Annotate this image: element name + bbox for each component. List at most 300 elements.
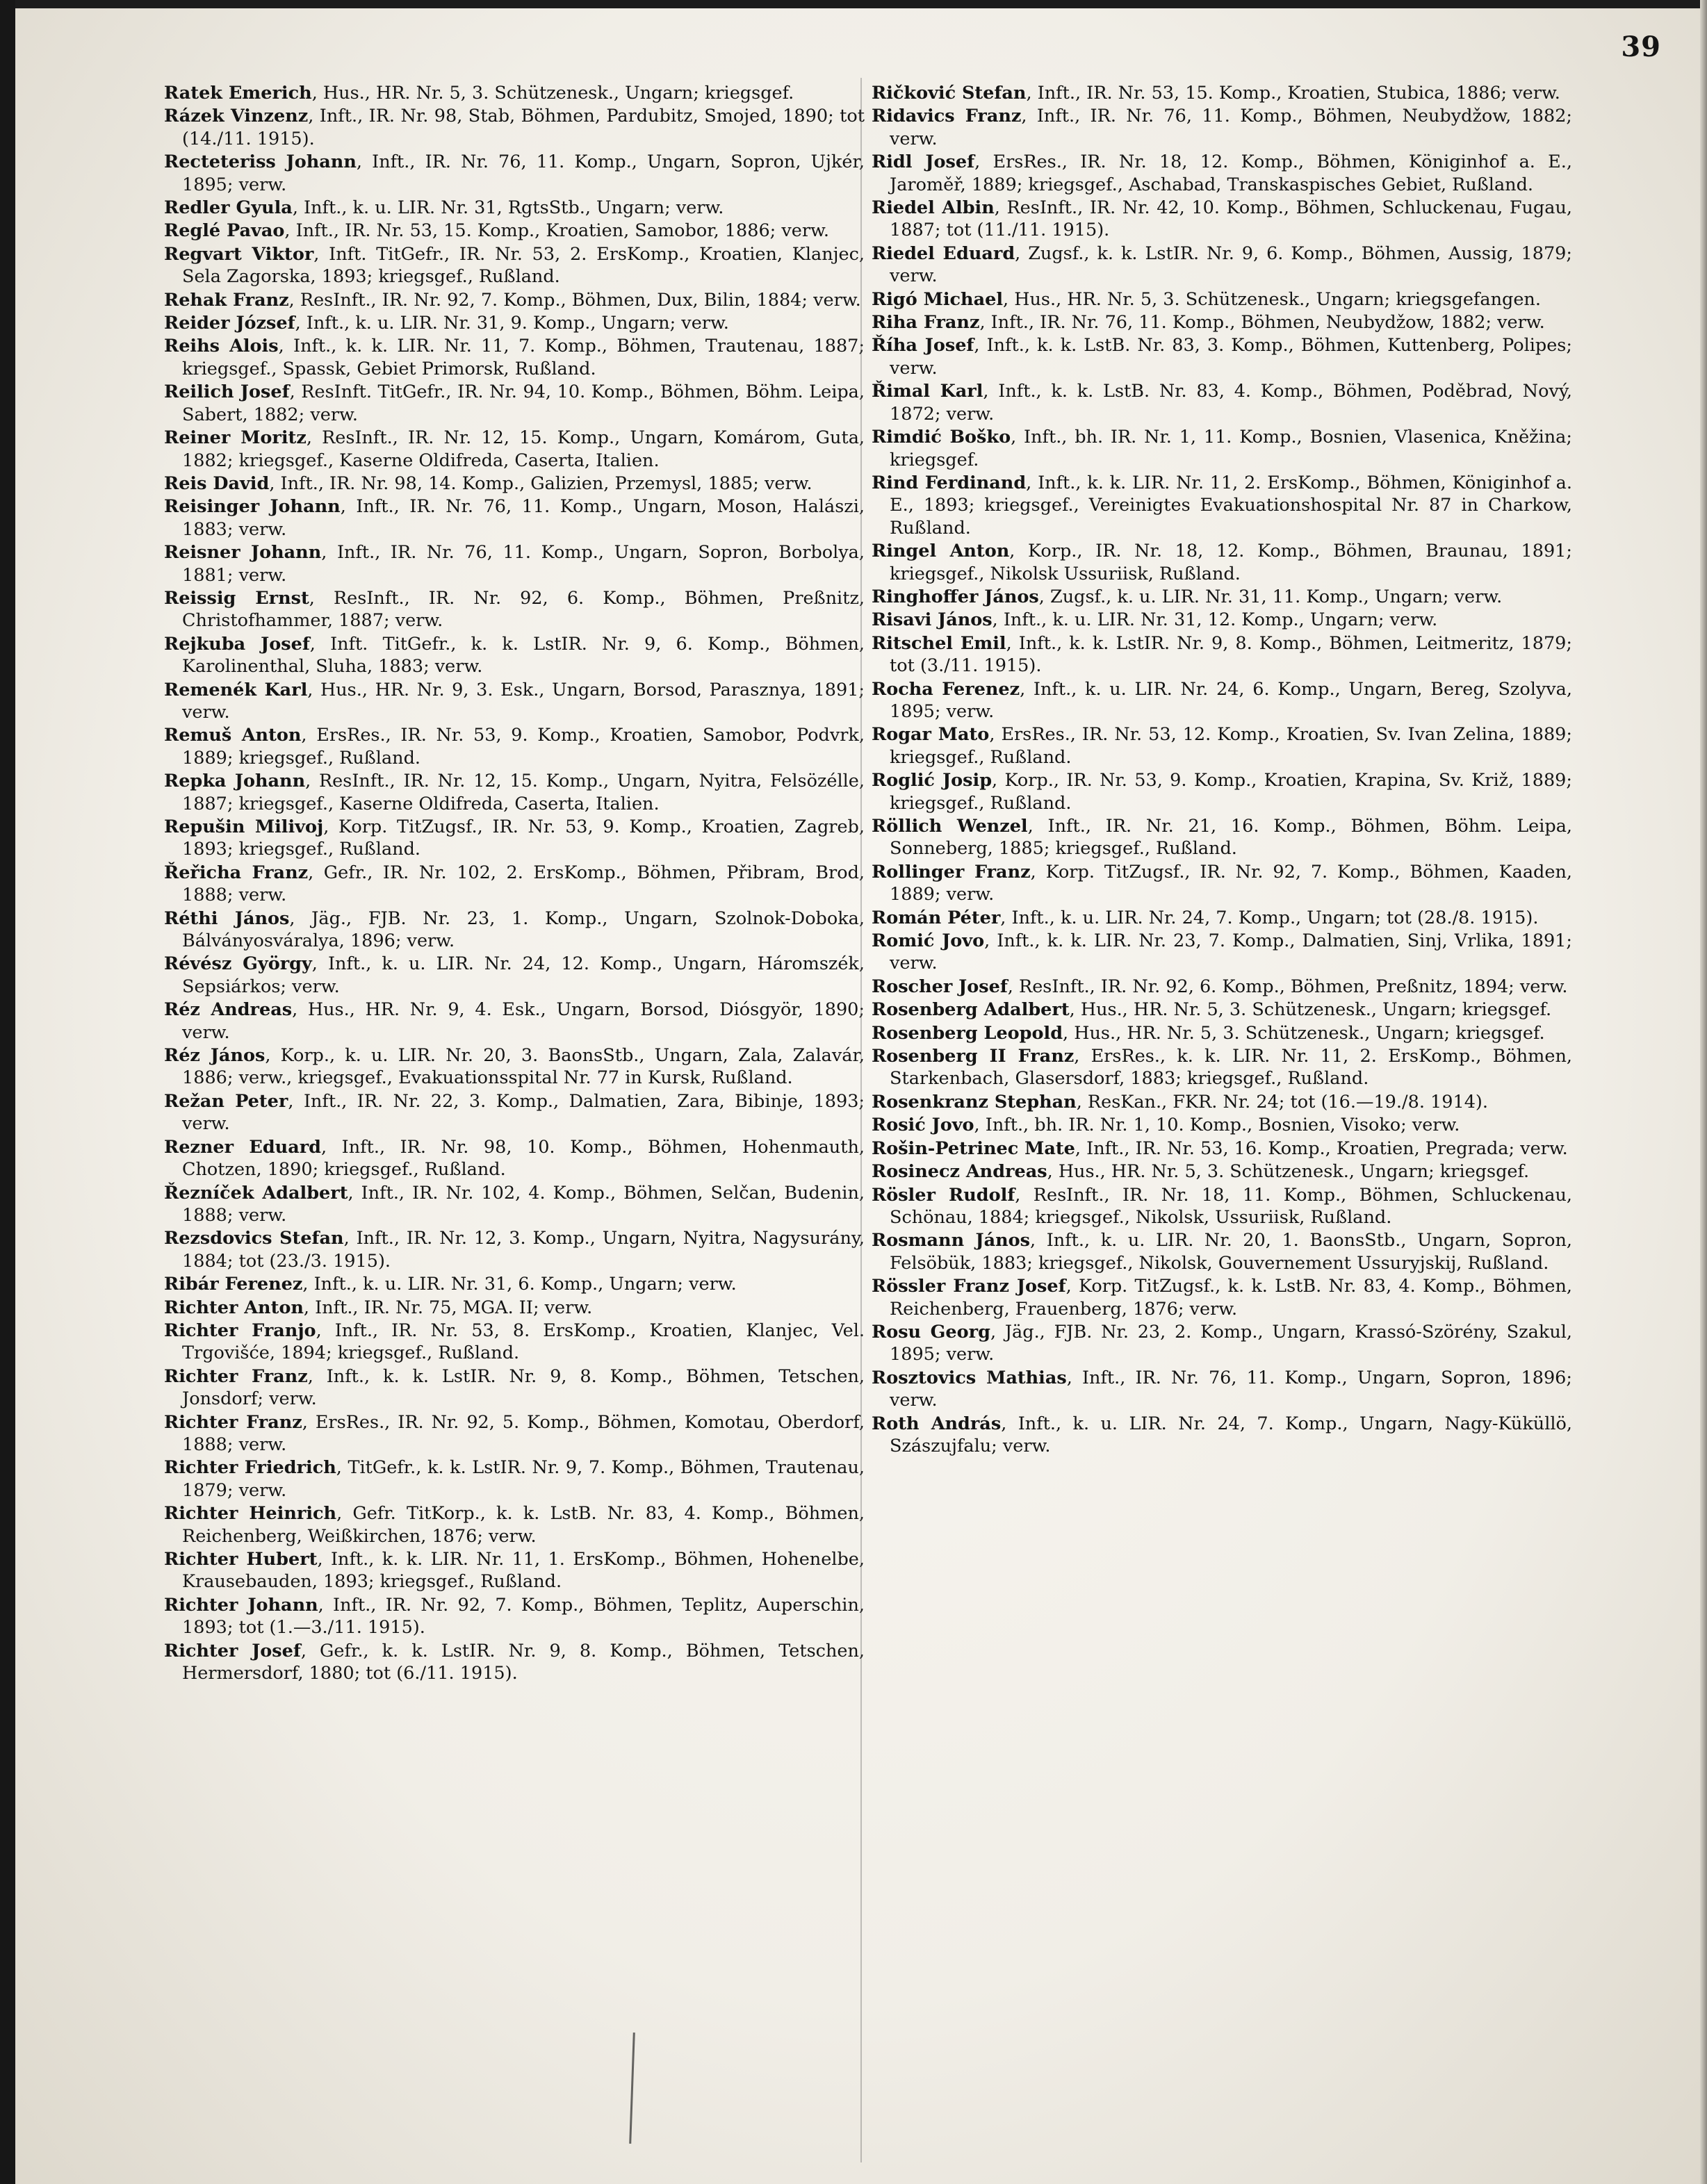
entry-name: Richter Friedrich xyxy=(164,1457,336,1479)
left-column xyxy=(164,82,865,1685)
roster-entry xyxy=(872,1138,1572,1160)
entry-separator: , xyxy=(309,587,334,609)
entry-separator: , xyxy=(974,1115,986,1136)
entry-name: Richter Anton xyxy=(164,1297,304,1318)
roster-entry xyxy=(872,1184,1572,1229)
entry-separator: , xyxy=(313,243,329,265)
entry-separator: , xyxy=(356,151,373,173)
column-divider xyxy=(860,78,862,2162)
entry-details: Inft., k. u. LIR. Nr. 24, 6. Komp., Ungarn, Bereg, Szolyva, 1895; verw. xyxy=(890,678,1572,722)
entry-details: Inft., k. k. LstIR. Nr. 9, 8. Komp., Böhmen, Tetschen, Jonsdorf; verw. xyxy=(182,1365,865,1410)
entry-separator: , xyxy=(1011,427,1024,448)
entry-details: Inft., k. k. LIR. Nr. 11, 1. ErsKomp., Böhmen, Hohenelbe, Krausebauden, 1893; kriegsgef., Rußland. xyxy=(182,1549,865,1593)
roster-entry xyxy=(164,427,865,472)
roster-entry xyxy=(872,861,1572,906)
entry-details: Inft., IR. Nr. 76, 11. Komp., Ungarn, Sopron, 1896; verw. xyxy=(890,1367,1572,1411)
entry-separator: , xyxy=(316,1320,335,1341)
entry-name: Ridl Josef xyxy=(872,151,975,173)
entry-separator: , xyxy=(307,679,320,700)
entry-details: Inft., IR. Nr. 53, 16. Komp., Kroatien, Pregrada; verw. xyxy=(1086,1138,1568,1159)
entry-separator: , xyxy=(1063,1022,1075,1044)
roster-entry xyxy=(872,1367,1572,1412)
roster-entry xyxy=(872,907,1572,929)
roster-entry xyxy=(872,105,1572,150)
entry-name: Reisner Johann xyxy=(164,542,322,564)
entry-separator: , xyxy=(1007,976,1020,997)
entry-separator: , xyxy=(292,999,308,1021)
roster-entry xyxy=(164,908,865,953)
entry-details: Hus., HR. Nr. 5, 3. Schützenesk., Ungarn; kriegsgefangen. xyxy=(1014,288,1541,310)
entry-separator: , xyxy=(284,220,296,242)
entry-name: Ridavics Franz xyxy=(872,106,1022,127)
entry-details: Inft., k. k. LstB. Nr. 83, 3. Komp., Böhmen, Kuttenberg, Polipes; verw. xyxy=(890,335,1572,379)
entry-details: ResInft., IR. Nr. 92, 6. Komp., Böhmen, Preßnitz, 1894; verw. xyxy=(1019,976,1568,997)
roster-entry xyxy=(872,1229,1572,1274)
roster-entry xyxy=(164,1548,865,1593)
roster-entry xyxy=(872,586,1572,608)
roster-entry xyxy=(164,1044,865,1090)
entry-name: Rigó Michael xyxy=(872,288,1004,310)
entry-separator: , xyxy=(1009,541,1029,562)
entry-name: Réz János xyxy=(164,1045,266,1067)
entry-name: Řeřicha Franz xyxy=(164,862,309,883)
page-number: 39 xyxy=(1621,31,1661,63)
entry-separator: , xyxy=(302,1274,314,1295)
entry-separator: , xyxy=(289,908,312,929)
roster-entry xyxy=(872,288,1572,311)
entry-name: Repka Johann xyxy=(164,771,306,792)
entry-details: Gefr., k. k. LstIR. Nr. 9, 8. Komp., Böhmen, Tetschen, Hermersdorf, 1880; tot (6./11. 1915). xyxy=(182,1640,865,1684)
entry-separator: , xyxy=(979,312,991,334)
entry-separator: , xyxy=(348,1182,361,1204)
roster-entry xyxy=(164,1640,865,1685)
entry-name: Richter Franjo xyxy=(164,1320,316,1341)
roster-entry xyxy=(164,335,865,380)
entry-separator: , xyxy=(308,862,324,883)
entry-separator: , xyxy=(340,496,357,518)
roster-entry xyxy=(872,540,1572,585)
entry-name: Ritschel Emil xyxy=(872,632,1006,654)
entry-name: Rezsdovics Stefan xyxy=(164,1228,344,1249)
entry-separator: , xyxy=(306,427,322,449)
entry-details: ErsRes., IR. Nr. 18, 12. Komp., Böhmen, Königinhof a. E., Jaroměř, 1889; kriegsgef., Aschabad, Transkaspisches Gebiet, Rußland. xyxy=(890,151,1573,195)
entry-separator: , xyxy=(1020,678,1034,700)
entry-details: Inft., IR. Nr. 76, 11. Komp., Ungarn, Sopron, Ujkér, 1895; verw. xyxy=(182,151,865,195)
entry-name: Remenék Karl xyxy=(164,679,308,700)
entry-separator: , xyxy=(1001,1413,1018,1434)
entry-separator: , xyxy=(295,313,307,334)
roster-entry xyxy=(872,1321,1572,1366)
roster-entry xyxy=(164,587,865,632)
entry-details: Inft., k. u. LIR. Nr. 24, 7. Komp., Ungarn, Nagy-Küküllö, Szászujfalu; verw. xyxy=(890,1413,1572,1456)
entry-details: Korp., IR. Nr. 18, 12. Komp., Böhmen, Braunau, 1891; kriegsgef., Nikolsk Ussuriisk, Rußland. xyxy=(890,541,1572,584)
entry-name: Román Péter xyxy=(872,907,1001,928)
entry-details: ResInft., IR. Nr. 92, 6. Komp., Böhmen, Preßnitz, Christofhammer, 1887; verw. xyxy=(182,587,865,632)
entry-name: Richter Hubert xyxy=(164,1549,318,1570)
entry-separator: , xyxy=(1038,586,1050,607)
roster-entry xyxy=(872,999,1572,1021)
entry-separator: , xyxy=(278,336,293,357)
roster-entry xyxy=(872,1045,1572,1090)
entry-separator: , xyxy=(1026,83,1038,104)
entry-details: Inft., IR. Nr. 76, 11. Komp., Böhmen, Neubydžow, 1882; verw. xyxy=(890,106,1573,149)
entry-details: Hus., HR. Nr. 5, 3. Schützenesk., Ungarn; kriegsgef. xyxy=(1080,999,1552,1021)
entry-name: Richter Heinrich xyxy=(164,1503,337,1525)
entry-separator: , xyxy=(269,473,281,494)
entry-separator: , xyxy=(292,197,304,219)
entry-name: Reis David xyxy=(164,473,270,494)
entry-details: Inft., k. k. LstB. Nr. 83, 4. Komp., Böhmen, Poděbrad, Nový, 1872; verw. xyxy=(890,381,1572,425)
roster-entry xyxy=(872,82,1572,104)
entry-details: Hus., HR. Nr. 5, 3. Schützenesk., Ungarn; kriegsgef. xyxy=(1058,1161,1530,1183)
entry-name: Rosinecz Andreas xyxy=(872,1161,1047,1183)
entry-separator: , xyxy=(336,1503,353,1525)
roster-entry xyxy=(164,1456,865,1502)
entry-name: Reglé Pavao xyxy=(164,220,285,242)
entry-name: Rezner Eduard xyxy=(164,1136,322,1158)
entry-details: ErsRes., IR. Nr. 53, 12. Komp., Kroatien, Sv. Ivan Zelina, 1889; kriegsgef., Rußland. xyxy=(890,724,1572,768)
roster-entry xyxy=(164,312,865,334)
entry-separator: , xyxy=(303,1297,316,1318)
roster-entry xyxy=(164,724,865,769)
entry-separator: , xyxy=(321,542,337,564)
entry-name: Riedel Eduard xyxy=(872,243,1015,264)
roster-entry xyxy=(872,769,1572,814)
entry-separator: , xyxy=(1027,816,1048,837)
entry-separator: , xyxy=(1065,1276,1079,1297)
entry-separator: , xyxy=(323,816,339,837)
roster-entry xyxy=(872,243,1572,288)
roster-entry xyxy=(872,930,1572,975)
entry-details: Inft. TitGefr., k. k. LstIR. Nr. 9, 6. Komp., Böhmen, Karolinenthal, Sluha, 1883; verw. xyxy=(182,633,865,678)
roster-entry xyxy=(164,1297,865,1319)
entry-separator: , xyxy=(311,953,328,975)
entry-details: Gefr. TitKorp., k. k. LstB. Nr. 83, 4. Komp., Böhmen, Reichenberg, Weißkirchen, 1876; verw. xyxy=(182,1503,865,1547)
entry-name: Rošin-Petrinec Mate xyxy=(872,1138,1075,1159)
roster-entry xyxy=(872,197,1572,242)
entry-name: Romić Jovo xyxy=(872,930,985,952)
entry-name: Recteteriss Johann xyxy=(164,151,357,173)
entry-name: Řimal Karl xyxy=(872,381,983,402)
roster-entry xyxy=(164,862,865,907)
entry-separator: , xyxy=(974,151,993,173)
roster-entry xyxy=(872,151,1572,196)
entry-name: Riha Franz xyxy=(872,312,980,334)
entry-details: Korp., IR. Nr. 53, 9. Komp., Kroatien, Krapina, Sv. Križ, 1889; kriegsgef., Rußland. xyxy=(890,770,1572,814)
entry-details: ResInft. TitGefr., IR. Nr. 94, 10. Komp., Böhmen, Böhm. Leipa, Sabert, 1882; verw. xyxy=(182,381,865,425)
entry-details: Korp. TitZugsf., IR. Nr. 92, 7. Komp., Böhmen, Kaaden, 1889; verw. xyxy=(890,861,1572,905)
entry-name: Rimdić Boško xyxy=(872,427,1011,448)
entry-details: ResKan., FKR. Nr. 24; tot (16.—19./8. 1914). xyxy=(1087,1091,1488,1112)
entry-details: Inft., IR. Nr. 98, 10. Komp., Böhmen, Hohenmauth, Chotzen, 1890; kriegsgef., Rußland. xyxy=(182,1136,865,1181)
entry-separator: , xyxy=(321,1136,342,1158)
entry-details: Hus., HR. Nr. 5, 3. Schützenesk., Ungarn; kriegsgef. xyxy=(322,83,794,104)
entry-separator: , xyxy=(1030,1230,1047,1251)
entry-separator: , xyxy=(265,1045,281,1067)
roster-entry xyxy=(164,1090,865,1135)
entry-details: ResInft., IR. Nr. 12, 15. Komp., Ungarn, Komárom, Guta, 1882; kriegsgef., Kaserne Oldifreda, Caserta, Italien. xyxy=(182,427,865,471)
roster-entry xyxy=(164,82,865,104)
entry-details: Inft., IR. Nr. 53, 8. ErsKomp., Kroatien, Klanjec, Vel. Trgovišće, 1894; kriegsgef., Rußland. xyxy=(182,1320,865,1364)
roster-entry xyxy=(872,678,1572,723)
entry-details: Inft., k. u. LIR. Nr. 31, 12. Komp., Ungarn; verw. xyxy=(1003,609,1438,631)
roster-entry xyxy=(164,105,865,150)
entry-separator: , xyxy=(311,83,323,104)
entry-details: Inft., IR. Nr. 98, Stab, Böhmen, Pardubitz, Smojed, 1890; tot (14./11. 1915). xyxy=(182,106,865,149)
roster-entry xyxy=(164,220,865,242)
entry-name: Rosenberg Adalbert xyxy=(872,999,1070,1021)
roster-entry xyxy=(164,197,865,219)
entry-name: Réz Andreas xyxy=(164,999,293,1021)
entry-name: Rosić Jovo xyxy=(872,1115,974,1136)
entry-details: ErsRes., k. k. LIR. Nr. 11, 2. ErsKomp., Böhmen, Starkenbach, Glasersdorf, 1883; kriegsgef., Rußland. xyxy=(890,1046,1572,1090)
entry-name: Repušin Milivoj xyxy=(164,816,324,837)
roster-entry xyxy=(872,815,1572,860)
entry-details: Inft., IR. Nr. 92, 7. Komp., Böhmen, Teplitz, Auperschin, 1893; tot (1.—3./11. 1915). xyxy=(182,1594,865,1639)
entry-details: Hus., HR. Nr. 9, 4. Esk., Ungarn, Borsod, Diósgyör, 1890; verw. xyxy=(182,999,865,1043)
entry-details: Inft., k. u. LIR. Nr. 31, 6. Komp., Ungarn; verw. xyxy=(313,1274,737,1295)
entry-details: Inft., k. u. LIR. Nr. 24, 7. Komp., Ungarn; tot (28./8. 1915). xyxy=(1011,907,1539,928)
roster-entry xyxy=(872,632,1572,678)
roster-entry xyxy=(872,311,1572,334)
roster-entry xyxy=(164,999,865,1044)
entry-separator: , xyxy=(974,335,987,356)
entry-separator: , xyxy=(1047,1161,1059,1183)
entry-details: Zugsf., k. k. LstIR. Nr. 9, 6. Komp., Böhmen, Aussig, 1879; verw. xyxy=(890,243,1572,287)
entry-details: Inft., k. u. LIR. Nr. 24, 12. Komp., Ungarn, Háromszék, Sepsiárkos; verw. xyxy=(182,953,865,997)
entry-name: Redler Gyula xyxy=(164,197,293,219)
entry-name: Rosenberg Leopold xyxy=(872,1022,1063,1044)
entry-details: Jäg., FJB. Nr. 23, 2. Komp., Ungarn, Krassó-Szörény, Szakul, 1895; verw. xyxy=(890,1321,1572,1365)
roster-entry xyxy=(164,679,865,724)
entry-separator: , xyxy=(992,770,1005,791)
entry-name: Rehak Franz xyxy=(164,289,289,311)
entry-name: Reissig Ernst xyxy=(164,587,309,609)
entry-name: Roth András xyxy=(872,1413,1002,1434)
entry-name: Rosu Georg xyxy=(872,1321,990,1343)
entry-separator: , xyxy=(1030,861,1046,882)
roster-entry xyxy=(872,976,1572,998)
entry-separator: , xyxy=(1015,243,1029,264)
roster-entry xyxy=(164,1411,865,1456)
roster-entry xyxy=(164,633,865,678)
entry-details: TitGefr., k. k. LstIR. Nr. 9, 7. Komp., Böhmen, Trautenau, 1879; verw. xyxy=(182,1457,865,1501)
entry-details: Inft., IR. Nr. 76, 11. Komp., Ungarn, Moson, Halászi, 1883; verw. xyxy=(182,496,865,540)
entry-name: Richter Franz xyxy=(164,1365,308,1387)
entry-details: Gefr., IR. Nr. 102, 2. ErsKomp., Böhmen, Přibram, Brod, 1888; verw. xyxy=(182,862,865,906)
entry-name: Rázek Vinzenz xyxy=(164,106,309,127)
entry-details: Korp. TitZugsf., IR. Nr. 53, 9. Komp., Kroatien, Zagreb, 1893; kriegsgef., Rußland. xyxy=(182,816,865,860)
entry-name: Rosztovics Mathias xyxy=(872,1367,1067,1388)
entry-name: Rocha Ferenez xyxy=(872,678,1020,700)
entry-details: Inft., IR. Nr. 75, MGA. II; verw. xyxy=(315,1297,593,1318)
roster-entry xyxy=(872,334,1572,379)
entry-separator: , xyxy=(288,289,300,311)
entry-separator: , xyxy=(308,106,320,127)
entry-details: Inft., k. k. LIR. Nr. 11, 7. Komp., Böhmen, Trautenau, 1887; kriegsgef., Spassk, Gebiet Primorsk, Rußland. xyxy=(182,336,865,379)
roster-entry xyxy=(164,1182,865,1227)
entry-separator: , xyxy=(318,1594,334,1616)
entry-separator: , xyxy=(984,930,997,952)
entry-name: Ratek Emerich xyxy=(164,83,312,104)
entry-separator: , xyxy=(343,1228,357,1249)
roster-entry xyxy=(164,473,865,495)
entry-name: Regvart Viktor xyxy=(164,243,314,265)
entry-separator: , xyxy=(288,1090,304,1112)
ink-stroke-mark xyxy=(629,2033,635,2144)
entry-separator: , xyxy=(1075,1138,1087,1159)
entry-details: Inft., IR. Nr. 22, 3. Komp., Dalmatien, Zara, Bibinje, 1893; verw. xyxy=(182,1090,865,1135)
entry-separator: , xyxy=(992,609,1004,631)
entry-details: ErsRes., IR. Nr. 53, 9. Komp., Kroatien, Samobor, Podvrk, 1889; kriegsgef., Rußland. xyxy=(182,725,865,769)
entry-separator: , xyxy=(1069,999,1081,1021)
entry-name: Riedel Albin xyxy=(872,197,995,219)
entry-details: Inft., IR. Nr. 102, 4. Komp., Böhmen, Selčan, Budenin, 1888; verw. xyxy=(182,1182,865,1226)
entry-details: Inft., k. k. LIR. Nr. 23, 7. Komp., Dalmatien, Sinj, Vrlika, 1891; verw. xyxy=(890,930,1572,974)
entry-name: Rosenberg II Franz xyxy=(872,1046,1075,1067)
entry-separator: , xyxy=(307,1365,327,1387)
roster-entry xyxy=(872,1160,1572,1183)
entry-separator: , xyxy=(1015,1184,1034,1206)
roster-entry xyxy=(872,472,1572,539)
entry-name: Rössler Franz Josef xyxy=(872,1276,1066,1297)
roster-entry xyxy=(164,151,865,196)
entry-name: Remuš Anton xyxy=(164,725,302,746)
entry-name: Rejkuba Josef xyxy=(164,633,310,655)
entry-separator: , xyxy=(1021,106,1037,127)
entry-name: Režan Peter xyxy=(164,1090,288,1112)
entry-details: Hus., HR. Nr. 9, 3. Esk., Ungarn, Borsod, Parasznya, 1891; verw. xyxy=(182,679,865,723)
entry-separator: , xyxy=(1026,472,1038,493)
entry-name: Rollinger Franz xyxy=(872,861,1031,882)
entry-details: Inft., IR. Nr. 53, 15. Komp., Kroatien, Samobor, 1886; verw. xyxy=(295,220,829,242)
entry-details: Hus., HR. Nr. 5, 3. Schützenesk., Ungarn; kriegsgef. xyxy=(1074,1022,1545,1044)
entry-details: ResInft., IR. Nr. 92, 7. Komp., Böhmen, Dux, Bilin, 1884; verw. xyxy=(300,289,861,311)
entry-details: Jäg., FJB. Nr. 23, 1. Komp., Ungarn, Szolnok-Doboka, Bálványosváralya, 1896; verw. xyxy=(182,908,865,952)
entry-separator: , xyxy=(1074,1046,1091,1067)
entry-details: ErsRes., IR. Nr. 92, 5. Komp., Böhmen, Komotau, Oberdorf, 1888; verw. xyxy=(182,1411,865,1455)
entry-details: Inft., IR. Nr. 21, 16. Komp., Böhmen, Böhm. Leipa, Sonneberg, 1885; kriegsgef., Rußland. xyxy=(890,816,1573,860)
entry-name: Rogar Mato xyxy=(872,724,990,746)
entry-name: Ringhoffer János xyxy=(872,586,1039,607)
entry-details: Korp. TitZugsf., k. k. LstB. Nr. 83, 4. Komp., Böhmen, Reichenberg, Frauenberg, 1876; verw. xyxy=(890,1276,1572,1320)
entry-details: Inft., bh. IR. Nr. 1, 10. Komp., Bosnien, Visoko; verw. xyxy=(985,1115,1460,1136)
entry-name: Ričković Stefan xyxy=(872,83,1027,104)
entry-details: Zugsf., k. u. LIR. Nr. 31, 11. Komp., Ungarn; verw. xyxy=(1049,586,1503,607)
entry-name: Ribár Ferenez xyxy=(164,1274,303,1295)
roster-entry xyxy=(872,609,1572,631)
entry-details: Inft., IR. Nr. 76, 11. Komp., Böhmen, Neubydžow, 1882; verw. xyxy=(990,312,1545,334)
entry-separator: , xyxy=(305,771,319,792)
entry-separator: , xyxy=(301,725,317,746)
entry-details: Inft., IR. Nr. 12, 3. Komp., Ungarn, Nyitra, Nagysurány, 1884; tot (23./3. 1915). xyxy=(182,1228,865,1272)
roster-entry xyxy=(872,426,1572,471)
entry-separator: , xyxy=(289,381,302,403)
roster-entry xyxy=(872,1413,1572,1458)
entry-details: Inft. TitGefr., IR. Nr. 53, 2. ErsKomp., Kroatien, Klanjec, Sela Zagorska, 1893; kriegsgef., Rußland. xyxy=(182,243,865,288)
entry-details: Inft., IR. Nr. 98, 14. Komp., Galizien, Przemysl, 1885; verw. xyxy=(280,473,812,494)
roster-entry xyxy=(164,1227,865,1272)
entry-separator: , xyxy=(989,724,1002,746)
entry-details: Korp., k. u. LIR. Nr. 20, 3. BaonsStb., Ungarn, Zala, Zalavár, 1886; verw., kriegsgef., Evakuationsspital Nr. 77 in Kursk, Rußland. xyxy=(182,1045,865,1089)
roster-entry xyxy=(164,1594,865,1639)
entry-name: Risavi János xyxy=(872,609,993,631)
entry-name: Röllich Wenzel xyxy=(872,816,1028,837)
entry-separator: , xyxy=(1076,1091,1088,1112)
entry-details: ResInft., IR. Nr. 18, 11. Komp., Böhmen, Schluckenau, Schönau, 1884; kriegsgef., Nikolsk, Ussuriisk, Rußland. xyxy=(890,1184,1573,1228)
roster-entry xyxy=(164,1502,865,1547)
roster-entry xyxy=(872,1275,1572,1320)
entry-name: Reisinger Johann xyxy=(164,496,341,518)
roster-entry xyxy=(164,495,865,541)
roster-entry xyxy=(164,289,865,311)
entry-details: Inft., k. u. LIR. Nr. 31, RgtsStb., Ungarn; verw. xyxy=(304,197,724,219)
roster-entry xyxy=(164,1136,865,1181)
entry-details: Inft., k. k. LIR. Nr. 11, 2. ErsKomp., Böhmen, Königinhof a. E., 1893; kriegsgef., Vereinigtes Evakuationshospital Nr. 87 in Charkow, Rußland. xyxy=(890,472,1572,539)
roster-entry xyxy=(872,723,1572,769)
entry-name: Richter Franz xyxy=(164,1411,302,1433)
roster-entry xyxy=(164,1273,865,1295)
entry-name: Richter Josef xyxy=(164,1640,301,1661)
roster-entry xyxy=(164,1320,865,1365)
entry-name: Rosenkranz Stephan xyxy=(872,1091,1077,1112)
entry-name: Reiner Moritz xyxy=(164,427,307,449)
roster-entry xyxy=(872,1022,1572,1044)
entry-name: Rösler Rudolf xyxy=(872,1184,1015,1206)
roster-entry xyxy=(164,816,865,861)
entry-details: ResInft., IR. Nr. 42, 10. Komp., Böhmen, Schluckenau, Fugau, 1887; tot (11./11. 1915). xyxy=(890,197,1572,241)
entry-name: Reihs Alois xyxy=(164,336,279,357)
entry-details: ResInft., IR. Nr. 12, 15. Komp., Ungarn, Nyitra, Felsözélle, 1887; kriegsgef., Kaserne Oldifreda, Caserta, Italien. xyxy=(182,771,865,814)
entry-separator: , xyxy=(1003,288,1015,310)
entry-separator: , xyxy=(336,1457,348,1479)
entry-name: Ringel Anton xyxy=(872,541,1010,562)
roster-entry xyxy=(164,541,865,586)
entry-name: Roscher Josef xyxy=(872,976,1008,997)
roster-entry xyxy=(872,380,1572,425)
entry-name: Reilich Josef xyxy=(164,381,290,403)
roster-entry xyxy=(164,770,865,815)
scan-edge-right xyxy=(1700,0,1707,2184)
entry-name: Říha Josef xyxy=(872,335,974,356)
roster-entry xyxy=(872,1091,1572,1113)
entry-name: Rosmann János xyxy=(872,1230,1031,1251)
entry-separator: , xyxy=(302,1411,316,1433)
entry-separator: , xyxy=(994,197,1007,219)
roster-entry xyxy=(872,1114,1572,1136)
entry-separator: , xyxy=(990,1321,1005,1343)
entry-details: Inft., k. u. LIR. Nr. 20, 1. BaonsStb., Ungarn, Sopron, Felsöbük, 1883; kriegsgef., Nikolsk, Gouvernement Ussuryjskij, Rußland. xyxy=(890,1230,1572,1274)
roster-entry xyxy=(164,381,865,426)
roster-entry xyxy=(164,953,865,998)
entry-details: Inft., IR. Nr. 76, 11. Komp., Ungarn, Sopron, Borbolya, 1881; verw. xyxy=(182,542,865,586)
entry-name: Řezníček Adalbert xyxy=(164,1182,348,1204)
entry-name: Richter Johann xyxy=(164,1594,318,1616)
right-column xyxy=(872,82,1572,1458)
entry-separator: , xyxy=(1066,1367,1082,1388)
entry-name: Roglić Josip xyxy=(872,770,993,791)
scan-edge-top xyxy=(0,0,1707,8)
entry-name: Révész György xyxy=(164,953,312,975)
entry-separator: , xyxy=(300,1640,320,1661)
entry-separator: , xyxy=(309,633,331,655)
entry-separator: , xyxy=(317,1549,331,1570)
entry-details: Inft., k. k. LstIR. Nr. 9, 8. Komp., Böhmen, Leitmeritz, 1879; tot (3./11. 1915). xyxy=(890,632,1572,677)
entry-details: Inft., bh. IR. Nr. 1, 11. Komp., Bosnien, Vlasenica, Kněžina; kriegsgef. xyxy=(890,427,1572,470)
entry-separator: , xyxy=(1006,632,1019,654)
entry-separator: , xyxy=(1000,907,1012,928)
entry-name: Réthi János xyxy=(164,908,290,929)
